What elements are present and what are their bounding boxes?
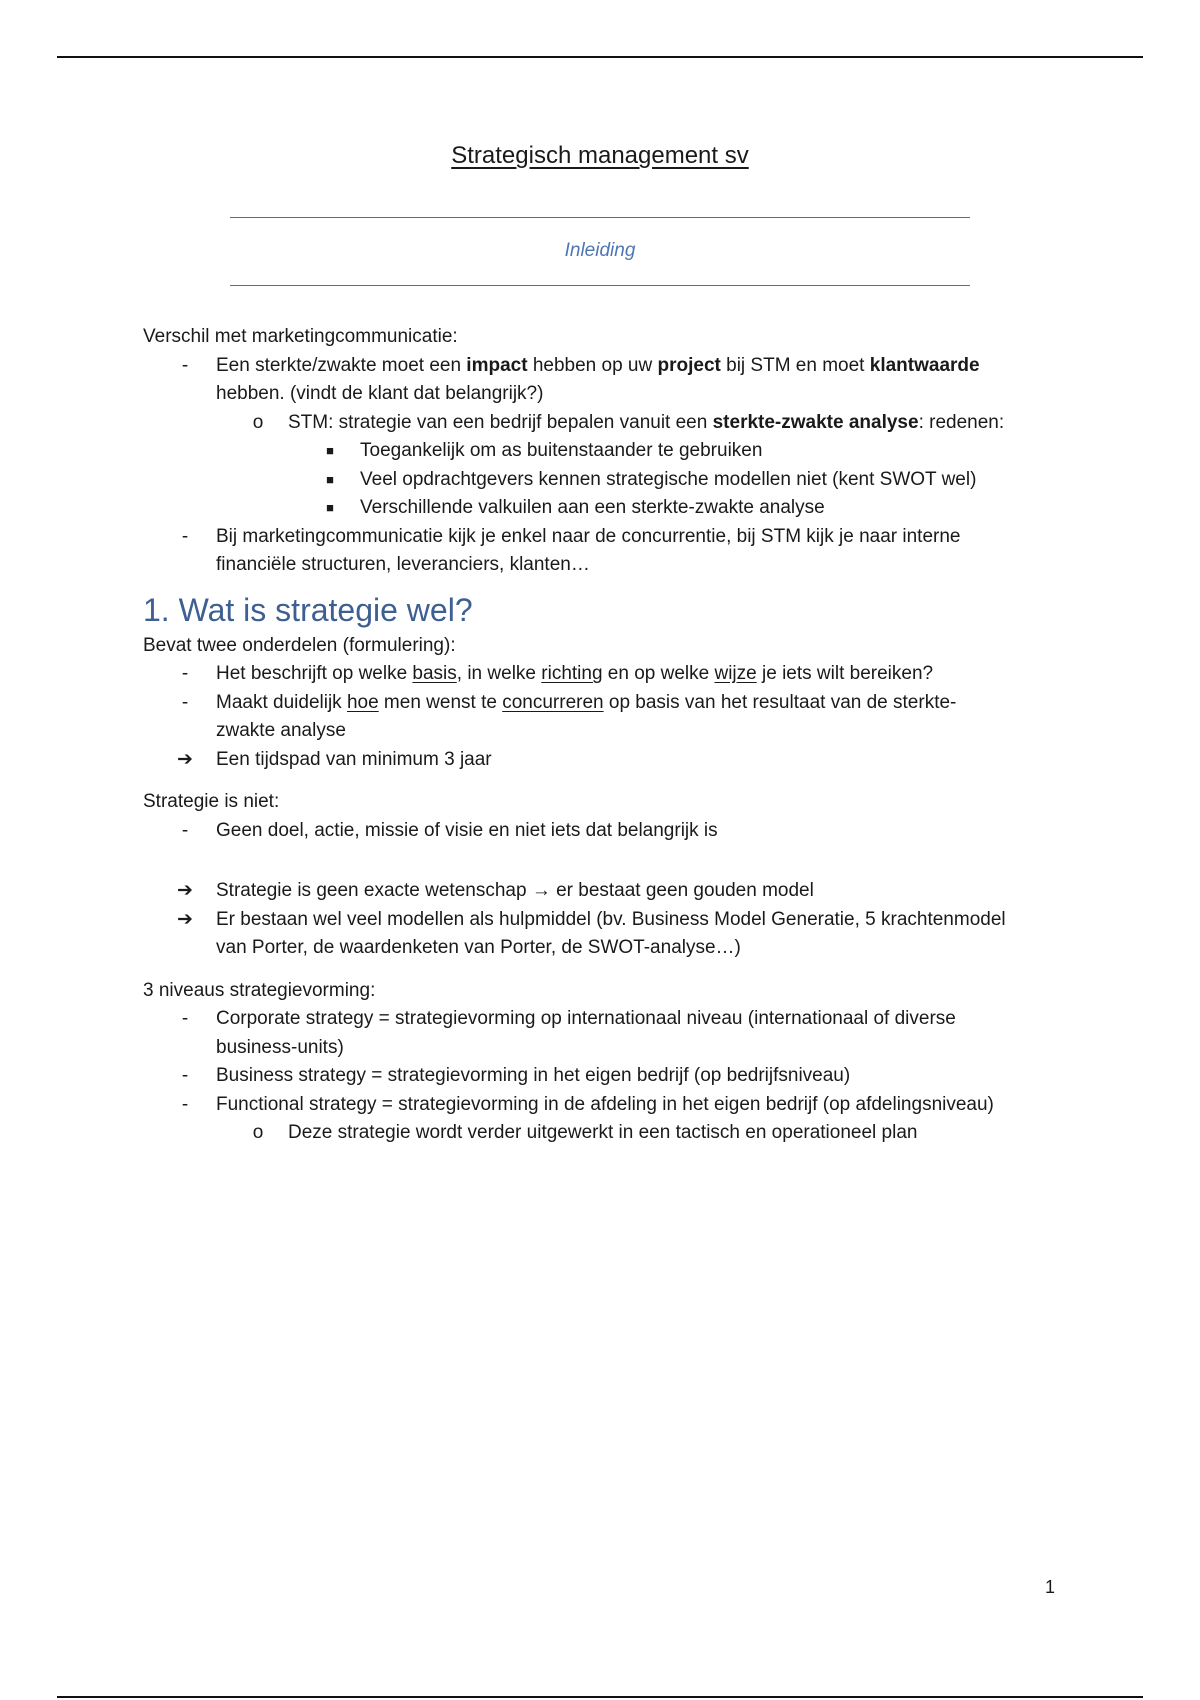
square-marker: ■ xyxy=(326,500,334,515)
section-heading: 1. Wat is strategie wel? xyxy=(143,591,473,628)
document-subtitle: Inleiding xyxy=(564,240,636,261)
list-item: - Functional strategy = strategievorming in de afdeling in het eigen bedrijf (op afdelingsniveau) xyxy=(143,1091,1073,1120)
list-item: - Geen doel, actie, missie of visie en niet iets dat belangrijk is xyxy=(143,817,1073,846)
square-marker: ■ xyxy=(326,471,334,487)
square-marker: ■ xyxy=(326,443,334,458)
arrow-item: ➔ Strategie is geen exacte wetenschap → er bestaat geen gouden model xyxy=(143,877,1073,906)
intro-heading: Verschil met marketingcommunicatie: xyxy=(143,326,458,347)
dash-marker: - xyxy=(181,354,189,376)
arrow-icon: ➔ xyxy=(177,748,193,770)
dash-marker: - xyxy=(181,1008,189,1029)
dash-marker: - xyxy=(181,691,189,713)
arrow-icon: ➔ xyxy=(177,880,193,901)
sub-list-item: o Deze strategie wordt verder uitgewerkt in een tactisch en operationeel plan xyxy=(143,1119,1073,1148)
list-item: - Business strategy = strategievorming in het eigen bedrijf (op bedrijfsniveau) xyxy=(143,1062,1073,1091)
page-number: 1 xyxy=(1045,1577,1056,1597)
list-item: - Maakt duidelijk hoe men wenst te concurreren op basis van het resultaat van de sterkte- xyxy=(143,689,1073,718)
arrow-icon: ➔ xyxy=(177,908,193,930)
list-item-continuation: business-units) xyxy=(216,1036,344,1058)
list-item-continuation: hebben. (vindt de klant dat belangrijk?) xyxy=(216,383,544,404)
subtitle-rule-bottom xyxy=(230,285,970,286)
arrow-item: ➔ Er bestaan wel veel modellen als hulpmiddel (bv. Business Model Generatie, 5 krachtenmodel xyxy=(143,906,1073,935)
inline-arrow-icon: → xyxy=(531,880,551,901)
dash-marker: - xyxy=(181,525,189,547)
bottom-rule xyxy=(57,1696,1143,1698)
subtitle-rule-top xyxy=(230,217,970,218)
paragraph: 3 niveaus strategievorming: xyxy=(143,979,376,1001)
list-item: - Een sterkte/zwakte moet een impact hebben op uw project bij STM en moet klantwaarde xyxy=(143,352,1073,381)
paragraph: Bevat twee onderdelen (formulering): xyxy=(143,634,456,656)
list-item: - Corporate strategy = strategievorming op internationaal niveau (internationaal of diverse xyxy=(143,1005,1073,1034)
sub-sub-list-item: ■ Veel opdrachtgevers kennen strategische modellen niet (kent SWOT wel) xyxy=(143,466,1073,495)
dash-marker: - xyxy=(181,663,189,684)
dash-marker: - xyxy=(181,819,189,841)
arrow-item-continuation: van Porter, de waardenketen van Porter, de SWOT-analyse…) xyxy=(216,937,741,958)
list-item: - Bij marketingcommunicatie kijk je enkel naar de concurrentie, bij STM kijk je naar interne xyxy=(143,523,1073,552)
paragraph: Strategie is niet: xyxy=(143,791,280,812)
list-item-continuation: financiële structuren, leveranciers, klanten… xyxy=(216,554,590,575)
top-rule xyxy=(57,56,1143,58)
document-title: Strategisch management sv xyxy=(451,142,749,169)
sub-sub-list-item: ■ Verschillende valkuilen aan een sterkte-zwakte analyse xyxy=(143,494,1073,523)
list-item: - Het beschrijft op welke basis, in welke richting en op welke wijze je iets wilt bereiken? xyxy=(143,660,1073,689)
arrow-item: ➔ Een tijdspad van minimum 3 jaar xyxy=(143,746,1073,775)
list-item-continuation: zwakte analyse xyxy=(216,720,346,741)
dash-marker: - xyxy=(181,1093,189,1115)
circle-marker: o xyxy=(252,411,264,433)
sub-list-item: o STM: strategie van een bedrijf bepalen vanuit een sterkte-zwakte analyse: redenen: xyxy=(143,409,1073,438)
dash-marker: - xyxy=(181,1065,189,1086)
circle-marker: o xyxy=(252,1122,264,1143)
document-body xyxy=(143,323,1073,1148)
sub-sub-list-item: ■ Toegankelijk om as buitenstaander te gebruiken xyxy=(143,437,1073,466)
